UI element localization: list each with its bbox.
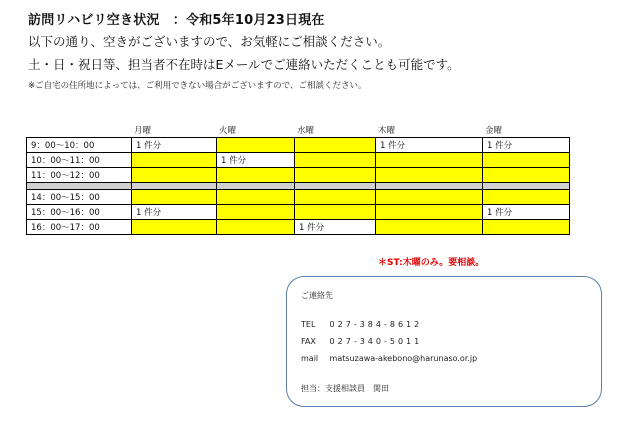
day-header-mon: 月曜	[134, 126, 152, 136]
break-cell	[483, 183, 570, 190]
full-slot-cell	[483, 220, 570, 235]
table-row	[27, 220, 570, 235]
page-title: 訪問リハビリ空き状況 ：令和5年10月23日現在	[28, 13, 325, 28]
full-slot-cell	[132, 190, 217, 205]
full-slot-cell	[483, 168, 570, 183]
available-slot-cell: 1 件分	[295, 220, 376, 235]
fax-row	[301, 337, 422, 346]
full-slot-cell	[295, 168, 376, 183]
full-slot-cell	[295, 205, 376, 220]
break-cell	[27, 183, 132, 190]
table-row	[27, 205, 570, 220]
full-slot-cell	[376, 190, 483, 205]
fax-number: 027-340-5011	[329, 337, 423, 346]
intro-text: 以下の通り、空きがございますので、お気軽にご相談ください。	[28, 34, 391, 49]
full-slot-cell	[132, 220, 217, 235]
tel-label: TEL	[301, 320, 316, 329]
table-row	[27, 138, 570, 153]
time-slot: 15：00〜16：00	[27, 205, 132, 220]
break-cell	[132, 183, 217, 190]
mail-address[interactable]: matsuzawa-akebono@harunaso.or.jp	[329, 354, 478, 363]
full-slot-cell	[132, 168, 217, 183]
full-slot-cell	[217, 168, 295, 183]
full-slot-cell	[483, 153, 570, 168]
day-header-tue: 火曜	[219, 126, 237, 136]
full-slot-cell	[217, 190, 295, 205]
day-header-thu: 木曜	[378, 126, 396, 136]
tel-row	[301, 320, 422, 329]
day-header-wed: 水曜	[297, 126, 315, 136]
contact-box	[286, 276, 602, 407]
full-slot-cell	[376, 168, 483, 183]
full-slot-cell	[217, 138, 295, 153]
available-slot-cell: 1 件分	[483, 138, 570, 153]
full-slot-cell	[376, 220, 483, 235]
full-slot-cell	[295, 153, 376, 168]
full-slot-cell	[217, 220, 295, 235]
available-slot-cell: 1 件分	[132, 205, 217, 220]
available-slot-cell: 1 件分	[217, 153, 295, 168]
available-slot-cell: 1 件分	[132, 138, 217, 153]
full-slot-cell	[376, 205, 483, 220]
break-cell	[376, 183, 483, 190]
time-slot: 10：00〜11：00	[27, 153, 132, 168]
email-note: 土・日・祝日等、担当者不在時はEメールでご連絡いただくことも可能です。	[28, 57, 460, 72]
available-slot-cell: 1 件分	[376, 138, 483, 153]
contact-heading: ご連絡先	[301, 291, 333, 300]
full-slot-cell	[483, 190, 570, 205]
table-row	[27, 168, 570, 183]
tel-number[interactable]: 027-384-8612	[329, 320, 423, 329]
available-slot-cell: 1 件分	[483, 205, 570, 220]
availability-table	[26, 137, 570, 235]
full-slot-cell	[295, 190, 376, 205]
table-row	[27, 153, 570, 168]
break-cell	[217, 183, 295, 190]
fax-label: FAX	[301, 337, 316, 346]
full-slot-cell	[217, 205, 295, 220]
time-slot: 9：00〜10：00	[27, 138, 132, 153]
time-slot: 11：00〜12：00	[27, 168, 132, 183]
mail-label: mail	[301, 354, 319, 363]
address-note: ※ご自宅の住所地によっては、ご利用できない場合がございますので、ご相談ください。	[28, 81, 367, 91]
st-note: ＊ST:木曜のみ。要相談。	[378, 258, 485, 268]
time-slot: 14：00〜15：00	[27, 190, 132, 205]
break-cell	[295, 183, 376, 190]
full-slot-cell	[295, 138, 376, 153]
table-row	[27, 190, 570, 205]
mail-row	[301, 354, 477, 363]
full-slot-cell	[376, 153, 483, 168]
lunch-break-row	[27, 183, 570, 190]
contact-person: 担当：支援相談員 関田	[301, 384, 389, 393]
day-header-fri: 金曜	[485, 126, 503, 136]
time-slot: 16：00〜17：00	[27, 220, 132, 235]
full-slot-cell	[132, 153, 217, 168]
